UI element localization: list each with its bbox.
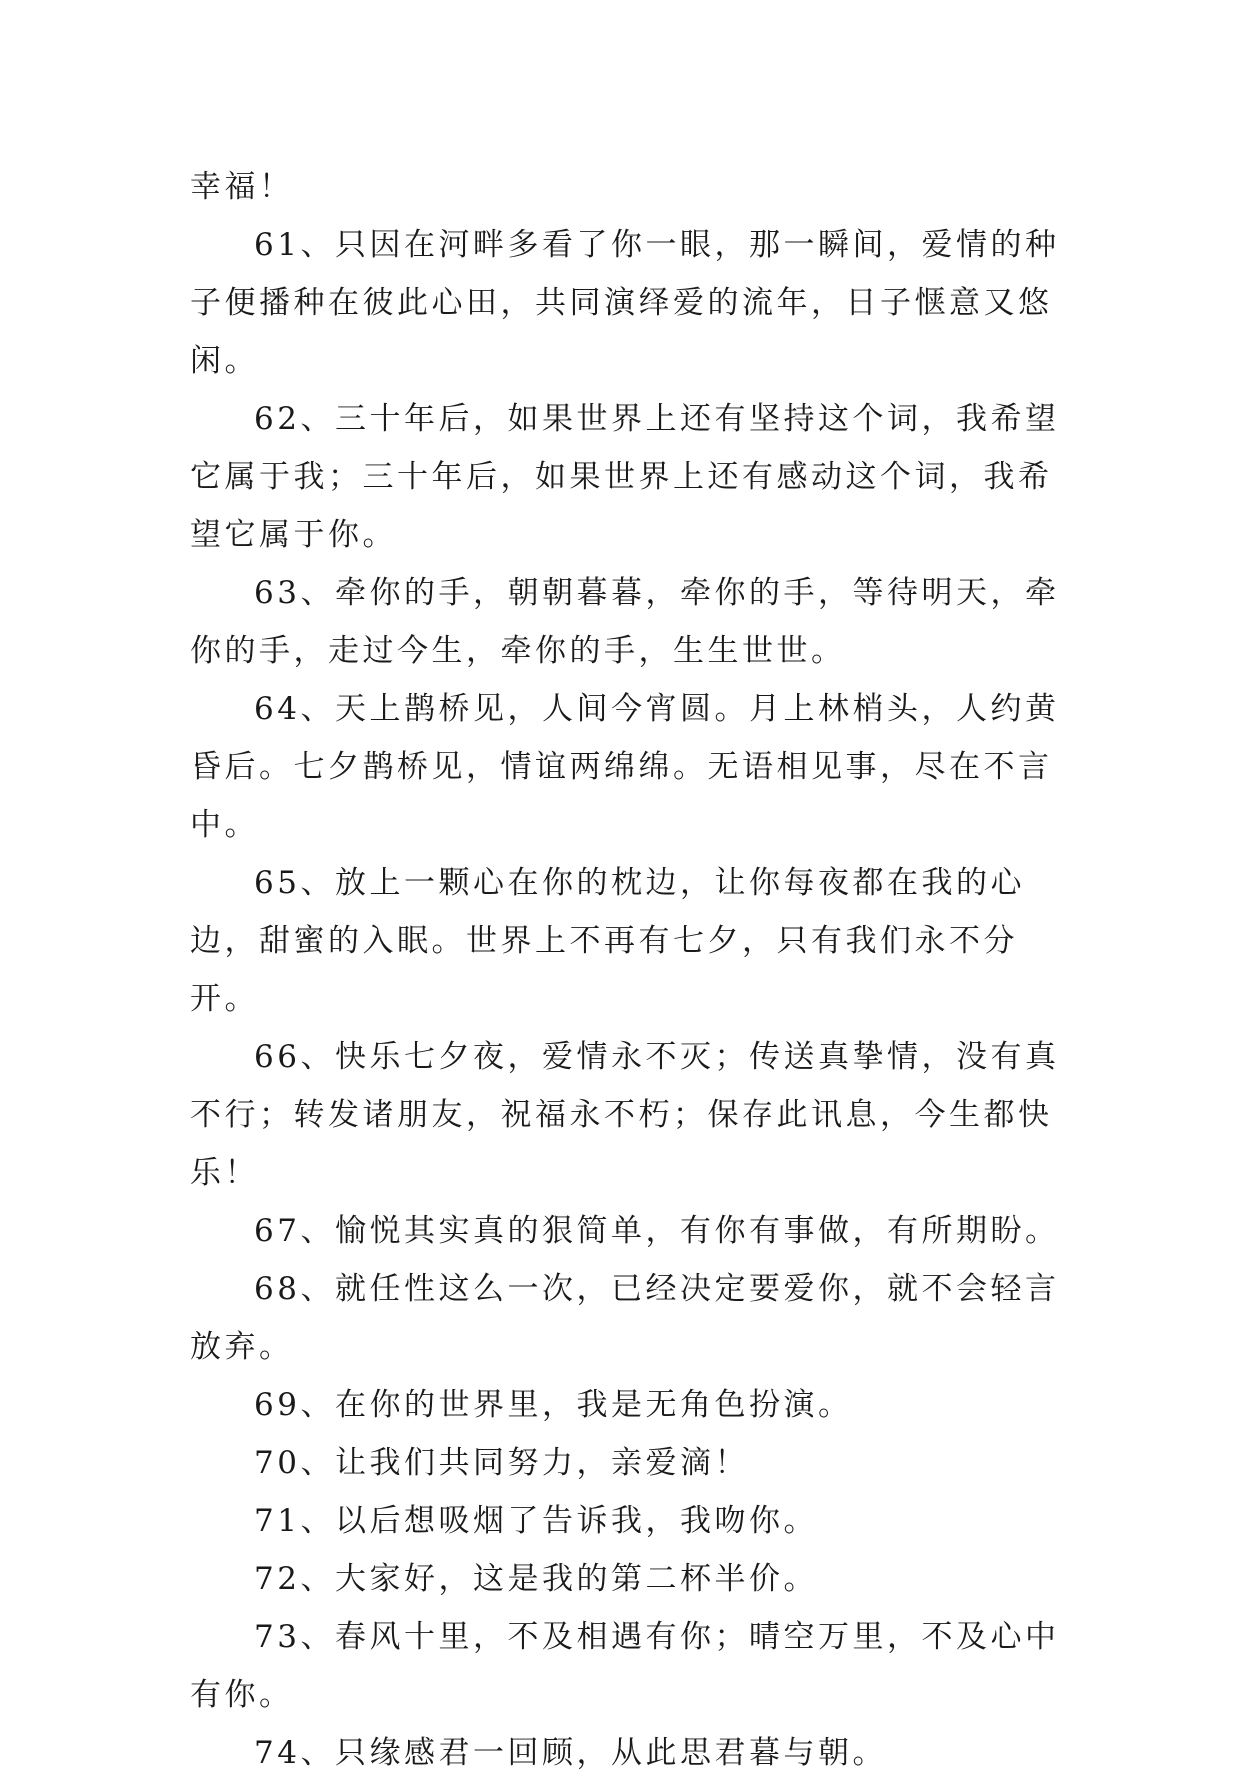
paragraph-64: 64、天上鹊桥见，人间今宵圆。月上林梢头，人约黄昏后。七夕鹊桥见，情谊两绵绵。无语相见事，尽在不言中。 xyxy=(190,691,1060,843)
document-body xyxy=(190,158,1070,1782)
paragraph-66: 66、快乐七夕夜，爱情永不灭；传送真挚情，没有真不行；转发诸朋友，祝福永不朽；保存此讯息，今生都快乐！ xyxy=(190,1039,1060,1191)
paragraph-65: 65、放上一颗心在你的枕边，让你每夜都在我的心边，甜蜜的入眠。世界上不再有七夕，只有我们永不分开。 xyxy=(190,865,1025,1017)
paragraph-69: 69、在你的世界里，我是无角色扮演。 xyxy=(254,1387,853,1423)
paragraph-72: 72、大家好，这是我的第二杯半价。 xyxy=(254,1561,818,1597)
paragraph-61: 61、只因在河畔多看了你一眼，那一瞬间，爱情的种子便播种在彼此心田，共同演绎爱的流年，日子惬意又悠闲。 xyxy=(190,227,1060,379)
paragraph-74: 74、只缘感君一回顾，从此思君暮与朝。 xyxy=(254,1735,887,1771)
paragraph-68: 68、就任性这么一次，已经决定要爱你，就不会轻言放弃。 xyxy=(190,1271,1060,1365)
paragraph-0: 幸福！ xyxy=(190,169,294,205)
paragraph-73: 73、春风十里，不及相遇有你；晴空万里，不及心中有你。 xyxy=(190,1619,1060,1713)
paragraph-71: 71、以后想吸烟了告诉我，我吻你。 xyxy=(254,1503,818,1539)
paragraph-70: 70、让我们共同努力，亲爱滴！ xyxy=(254,1445,749,1481)
paragraph-62: 62、三十年后，如果世界上还有坚持这个词，我希望它属于我；三十年后，如果世界上还有感动这个词，我希望它属于你。 xyxy=(190,401,1060,553)
paragraph-63: 63、牵你的手，朝朝暮暮，牵你的手，等待明天，牵你的手，走过今生，牵你的手，生生世世。 xyxy=(190,575,1060,669)
paragraph-67: 67、愉悦其实真的狠简单，有你有事做，有所期盼。 xyxy=(254,1213,1060,1249)
